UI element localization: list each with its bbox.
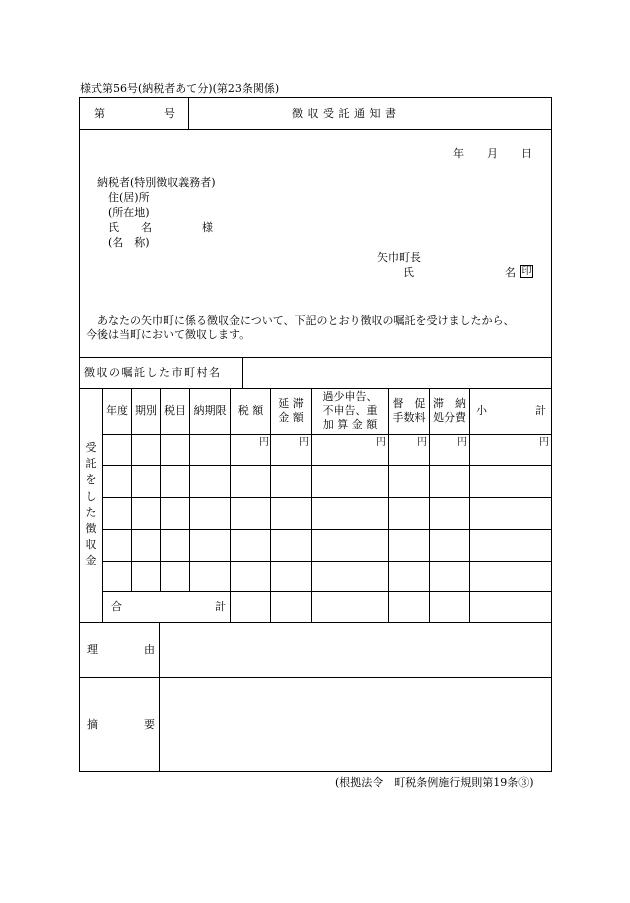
recipient-location: (所在地) [108, 206, 150, 219]
unit-delinquency: 円 [299, 437, 309, 448]
notice-line-1: あなたの矢巾町に係る徴収金について、下記のとおり徴収の嘱託を受けましたから、 [97, 314, 515, 327]
legal-basis-footer: (根拠法令 町税条例施行規則第19条③) [335, 776, 534, 789]
header-subtotal-2: 計 [535, 404, 546, 417]
summary-label-a: 摘 [87, 718, 98, 731]
header-penalty-1: 過少申告、 [322, 390, 378, 403]
recipient-honorific: 様 [202, 221, 213, 234]
notice-line-2: 今後は当町において徴収します。 [86, 328, 251, 341]
header-subtotal-1: 小 [476, 404, 487, 417]
date-month: 月 [487, 147, 498, 160]
date-day: 日 [521, 147, 532, 160]
table-row[interactable] [103, 498, 551, 529]
summary-field[interactable] [160, 678, 551, 771]
unit-disposition: 円 [457, 437, 467, 448]
header-disposition-1: 滞 納 [433, 397, 466, 410]
header-due-date: 納期限 [193, 404, 227, 417]
header-tax-amount: 税 額 [237, 404, 264, 417]
recipient-heading: 納税者(特別徴収義務者) [97, 176, 216, 189]
header-disposition-2: 処分費 [433, 411, 466, 424]
unit-tax-amount: 円 [259, 437, 269, 448]
header-delinquency-2: 金 額 [278, 411, 304, 424]
seal-mark: 印 [521, 266, 532, 277]
number-suffix: 号 [164, 107, 175, 120]
header-fiscal-year: 年度 [106, 404, 128, 417]
total-label-b: 計 [215, 600, 226, 613]
issuer-shi: 氏 [403, 266, 414, 279]
header-demand-fee-2: 手数料 [392, 411, 426, 424]
table-row[interactable] [103, 435, 551, 465]
table-side-label: 受 託 を し た 徴 収 金 [85, 441, 97, 568]
recipient-name-label: 氏 名 [108, 221, 152, 234]
table-row[interactable] [103, 466, 551, 497]
header-tax-item: 税目 [164, 404, 186, 417]
issuer-mei: 名 [505, 266, 516, 279]
reason-label-a: 理 [87, 643, 98, 656]
header-penalty-3: 加 算 金 額 [322, 418, 378, 431]
municipality-label: 徴収の嘱託した市町村名 [84, 366, 222, 379]
number-prefix: 第 [94, 107, 105, 120]
table-row[interactable] [103, 530, 551, 561]
recipient-corp-name: (名 称) [108, 236, 150, 249]
header-demand-fee-1: 督 促 [392, 397, 426, 410]
recipient-address: 住(居)所 [108, 191, 150, 204]
header-period: 期別 [135, 404, 157, 417]
date-year: 年 [453, 147, 464, 160]
reason-field[interactable] [160, 623, 551, 677]
header-penalty-2: 不申告、重 [322, 404, 378, 417]
issuer-title: 矢巾町長 [377, 251, 421, 264]
reason-label-b: 由 [144, 643, 155, 656]
unit-penalty: 円 [376, 437, 386, 448]
unit-demand-fee: 円 [417, 437, 427, 448]
form-number: 様式第56号(納税者あて分)(第23条関係) [80, 82, 280, 95]
municipality-field[interactable] [244, 359, 549, 386]
document-title: 徴 収 受 託 通 知 書 [292, 107, 397, 120]
table-row[interactable] [103, 562, 551, 591]
unit-subtotal: 円 [539, 437, 549, 448]
summary-label-b: 要 [144, 718, 155, 731]
header-delinquency-1: 延 滞 [278, 397, 304, 410]
total-label-a: 合 [111, 600, 122, 613]
